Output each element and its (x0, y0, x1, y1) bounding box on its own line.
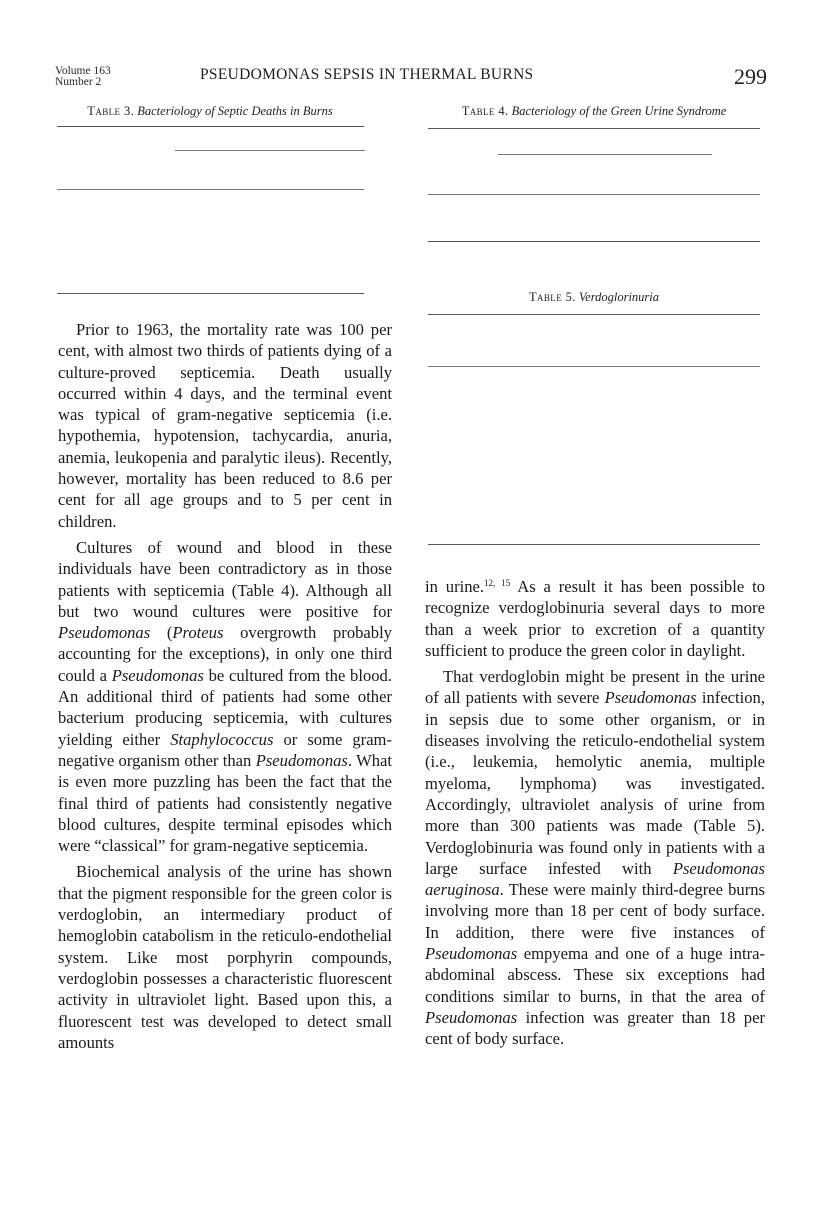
table3 (57, 126, 364, 296)
paragraph-investigation (425, 666, 765, 1049)
table4-caption (428, 104, 760, 119)
text-run: in urine. (425, 577, 485, 596)
text-run: be cultured from the blood. An additional third of patients had some other bacterium producing septicemia, with cultures yielding either (58, 665, 393, 749)
running-title: PSEUDOMONAS SEPSIS IN THERMAL BURNS (200, 66, 534, 83)
table4-group-rule (498, 154, 712, 155)
paragraph-biochemical: Biochemical analysis of the urine has shown that the pigment responsible for the green color is verdoglobin, an intermediary product of hemoglobin catabolism in the reticulo-endothelial system. Like most porphyrin compounds, verdoglobin possesses a characteristic fluorescent activity in ultraviolet light. Based upon this, a fluorescent test was developed to detect small amounts (58, 862, 392, 1052)
table5-label: Table 5. (528, 290, 576, 304)
volume-label: Volume 163 (55, 65, 111, 77)
italic-term: Proteus (172, 623, 224, 643)
volume-info (55, 66, 111, 88)
number-label: Number 2 (55, 76, 102, 88)
running-header (55, 66, 767, 96)
table4-header-rule (428, 194, 760, 195)
text-run: Cultures of wound and blood in these individuals have been contradictory as in those patients with septicemia (Table 4). Although all but two wound cultures were positive for (58, 537, 392, 621)
text-run: ( (150, 623, 173, 643)
text-run: That verdoglobin might be present in the urine of all patients with severe (425, 667, 765, 708)
left-column-text (58, 319, 392, 1058)
table3-label: Table 3. (87, 104, 135, 118)
text-run: infection was greater than 18 per cent of body surface. (425, 1007, 765, 1049)
table5-caption (428, 290, 760, 305)
table5 (428, 314, 760, 554)
text-run: . What is even more puzzling has been the fact that the final third of patients had consistently negative blood cultures, despite terminal episodes which were “classical” for gram-negative septicemia. (58, 750, 392, 856)
table3-caption (57, 104, 363, 119)
table3-group-rule (175, 150, 365, 151)
italic-term: Staphylococcus (170, 729, 274, 749)
reference-superscript: 12, 15 (484, 578, 511, 588)
text-run: . These were mainly third-degree burns involving more than 18 per cent of body surface. In addition, there were five instances of (425, 880, 765, 942)
text-run: overgrowth probably accounting for the exceptions), in only one third could a (58, 623, 392, 685)
right-column-text (425, 576, 765, 1055)
text-run: infection, in sepsis due to some other organism, or in diseases involving the reticulo-endothelial system (i.e., leukemia, hemolytic anemia, multiple myeloma, lymphoma) was investigated. Accordingly, ultraviolet analysis of urine from more than 300 patients was made (Table 5). Verdoglobinuria was found only in patients with a large surface infested with (425, 688, 766, 878)
table3-header-rule (57, 189, 364, 190)
page-number: 299 (734, 64, 767, 89)
table3-title: Bacteriology of Septic Deaths in Burns (137, 104, 333, 118)
italic-term: Pseudomonas (425, 944, 518, 964)
text-run: or some gram-negative organism other than (58, 729, 392, 770)
table3-bottom-rule (57, 293, 364, 294)
table5-bottom-rule (428, 544, 760, 545)
table5-title: Verdoglorinuria (578, 290, 660, 304)
text-run: As a result it has been possible to recognize verdoglobinuria several days to more than a week prior to excretion of a quantity sufficient to produce the green color in daylight. (425, 577, 765, 660)
paragraph-mortality: Prior to 1963, the mortality rate was 100 per cent, with almost two thirds of patients dying of a culture-proved septicemia. Death usually occurred within 4 days, and the terminal event was typical of gram-negative septicemia (i.e. hypothemia, hypotension, tachycardia, anuria, anemia, leukopenia and paralytic ileus). Recently, however, mortality has been reduced to 8.6 per cent for all age groups and to 5 per cent in children. (58, 320, 392, 531)
italic-term: Pseudomonas (111, 665, 204, 685)
table4-title: Bacteriology of the Green Urine Syndrome (511, 104, 727, 118)
table5-header-rule (428, 366, 760, 367)
italic-term: Pseudomonas (58, 623, 151, 643)
italic-term: Pseudomonas aeruginosa (425, 858, 765, 900)
table4 (428, 128, 760, 268)
paragraph-verdoglobinuria-detection (425, 576, 765, 661)
italic-term: Pseudomonas (604, 688, 697, 708)
italic-term: Pseudomonas (425, 1007, 518, 1027)
table4-bottom-rule (428, 241, 760, 242)
paragraph-cultures (58, 537, 392, 856)
italic-term: Pseudomonas (255, 750, 348, 770)
table4-label: Table 4. (461, 104, 509, 118)
text-run: empyema and one of a huge intra-abdominal abscess. These six exceptions had conditions similar to burns, in that the area of (425, 944, 765, 1006)
